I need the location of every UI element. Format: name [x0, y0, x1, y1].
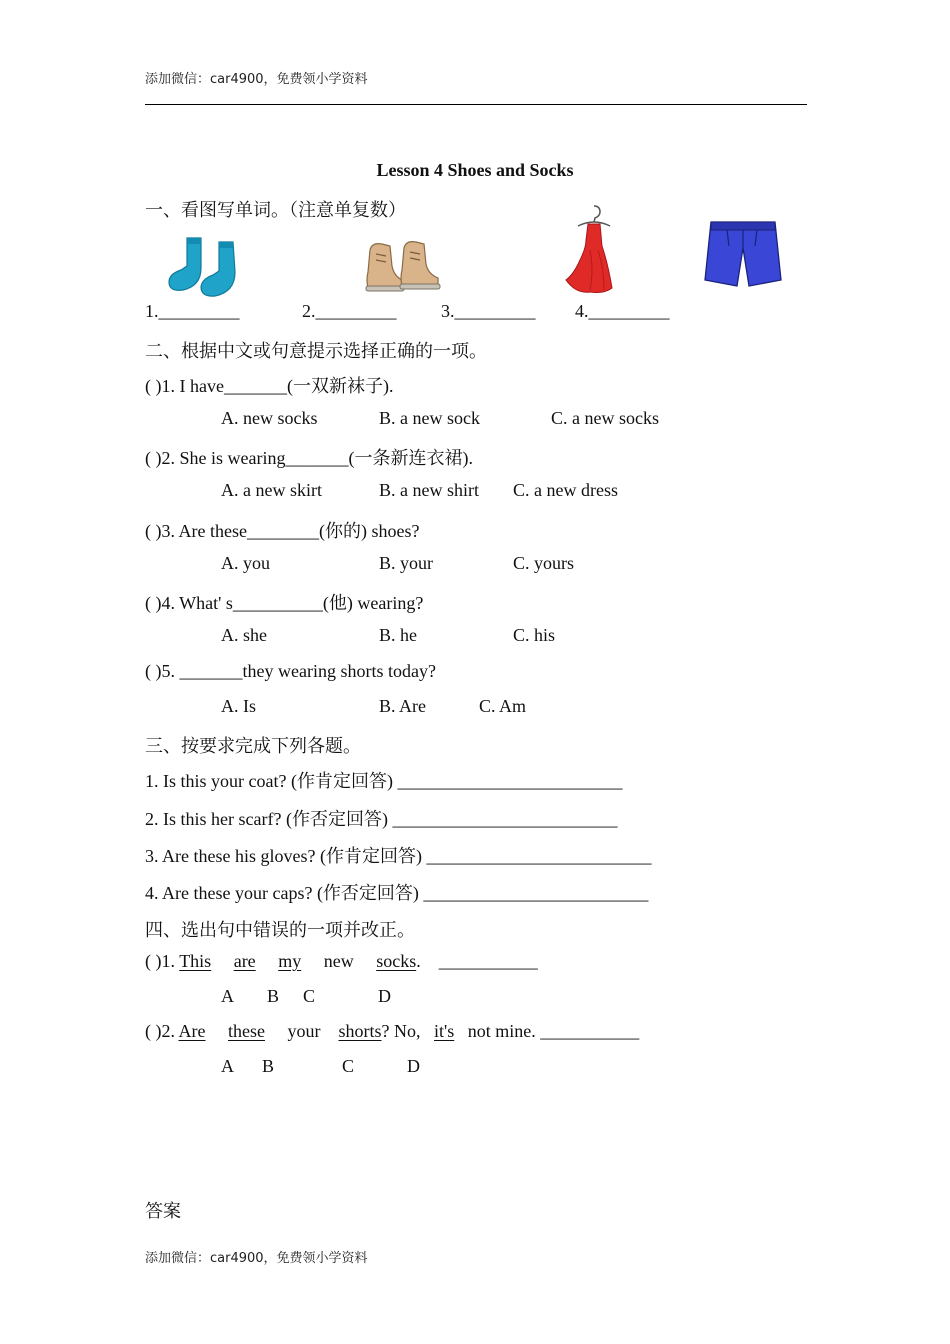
socks-image [165, 234, 247, 298]
option-2-4-c[interactable]: C. his [513, 625, 556, 645]
q2-word-b: these [228, 1021, 265, 1041]
section2-heading: 二、根据中文或句意提示选择正确的一项。 [145, 341, 487, 361]
q1-letter-d: D [378, 986, 391, 1006]
q2-blank[interactable]: ___________ [540, 1021, 640, 1041]
option-2-5-c[interactable]: C. Am [479, 696, 527, 716]
section3-item-3[interactable]: 3. Are these his gloves? (作肯定回答) _________________________ [145, 846, 652, 866]
question-2-2: ( )2. She is wearing_______(一条新连衣裙). [145, 448, 473, 468]
q2-word-c: shorts [338, 1021, 382, 1041]
header-rule [145, 104, 807, 105]
option-2-2-b[interactable]: B. a new shirt [379, 480, 479, 500]
option-2-3-b[interactable]: B. your [379, 553, 433, 573]
q1-word-d: socks [376, 951, 417, 971]
option-2-2-c[interactable]: C. a new dress [513, 480, 618, 500]
q2-prefix: ( )2. [145, 1021, 175, 1041]
page-title: Lesson 4 Shoes and Socks [376, 160, 574, 180]
dress-image [560, 204, 620, 296]
footer-text: 添加微信：car4900，免费领小学资料 [145, 1251, 368, 1266]
section1-heading: 一、看图写单词。（注意单复数） [145, 200, 406, 220]
section3-heading: 三、按要求完成下列各题。 [145, 736, 361, 756]
answer-label: 答案 [145, 1201, 181, 1221]
section3-item-4[interactable]: 4. Are these your caps? (作否定回答) _________________________ [145, 883, 649, 903]
section4-q1 [145, 951, 538, 972]
option-2-3-a[interactable]: A. you [221, 553, 270, 573]
option-2-4-a[interactable]: A. she [221, 625, 267, 645]
question-2-4: ( )4. What' s__________(他) wearing? [145, 593, 424, 613]
q1-blank[interactable]: ___________ [438, 951, 538, 971]
option-2-1-c[interactable]: C. a new socks [551, 408, 659, 428]
option-2-1-a[interactable]: A. new socks [221, 408, 318, 428]
q2-word-notmine: not mine. [467, 1021, 536, 1041]
q2-word-your: your [287, 1021, 321, 1041]
q2-word-a: Are [178, 1021, 206, 1041]
q2-letter-d: D [407, 1056, 420, 1076]
q1-letter-b: B [267, 986, 280, 1006]
option-2-4-b[interactable]: B. he [379, 625, 417, 645]
blank-4[interactable]: 4._________ [575, 301, 670, 321]
q2-letter-a: A [221, 1056, 234, 1076]
blank-3[interactable]: 3._________ [441, 301, 536, 321]
question-2-5: ( )5. _______they wearing shorts today? [145, 661, 436, 681]
q1-word-b: are [233, 951, 256, 971]
blank-2[interactable]: 2._________ [302, 301, 397, 321]
section3-item-2[interactable]: 2. Is this her scarf? (作否定回答) _________________________ [145, 809, 618, 829]
q1-letter-a: A [221, 986, 234, 1006]
option-2-1-b[interactable]: B. a new sock [379, 408, 480, 428]
q1-end: . [416, 951, 421, 971]
option-2-2-a[interactable]: A. a new skirt [221, 480, 322, 500]
q2-word-d: it's [434, 1021, 455, 1041]
question-2-3: ( )3. Are these________(你的) shoes? [145, 521, 420, 541]
question-2-1: ( )1. I have_______(一双新袜子). [145, 376, 394, 396]
shorts-image [703, 218, 783, 290]
section3-item-1[interactable]: 1. Is this your coat? (作肯定回答) _________________________ [145, 771, 623, 791]
section4-q2 [145, 1021, 639, 1042]
section4-heading: 四、选出句中错误的一项并改正。 [145, 920, 415, 940]
q1-word-a: This [179, 951, 212, 971]
q1-prefix: ( )1. [145, 951, 175, 971]
option-2-3-c[interactable]: C. yours [513, 553, 575, 573]
shoes-image [364, 236, 442, 294]
q1-letter-c: C [303, 986, 316, 1006]
q2-letter-c: C [342, 1056, 355, 1076]
blank-1[interactable]: 1._________ [145, 301, 240, 321]
option-2-5-a[interactable]: A. Is [221, 696, 256, 716]
q2-word-no: ? No, [381, 1021, 421, 1041]
option-2-5-b[interactable]: B. Are [379, 696, 426, 716]
q1-word-c: my [278, 951, 302, 971]
header-text: 添加微信：car4900，免费领小学资料 [145, 72, 368, 87]
q2-letter-b: B [262, 1056, 275, 1076]
q1-word-new: new [323, 951, 354, 971]
